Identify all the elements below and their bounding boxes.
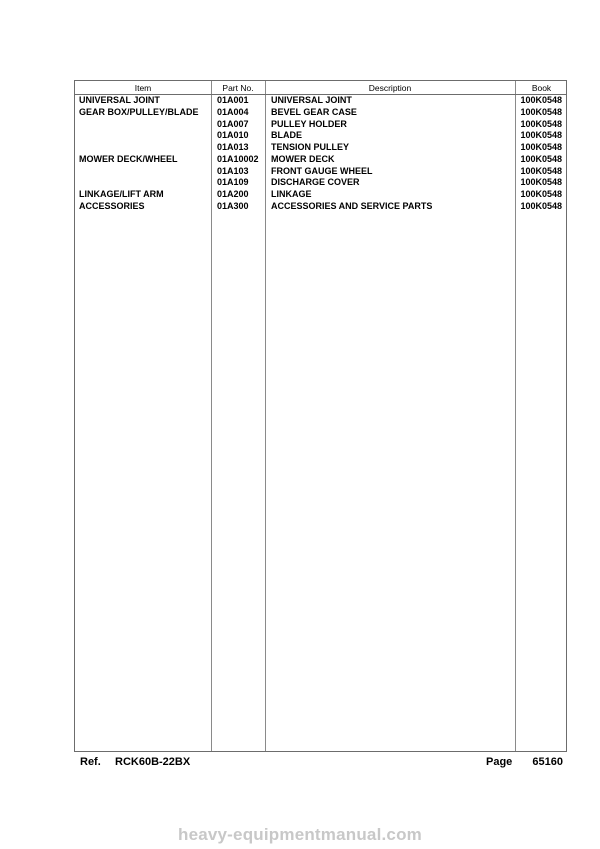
header-description: Description bbox=[368, 83, 412, 93]
description-cell: UNIVERSAL JOINT bbox=[271, 95, 352, 105]
book-cell: 100K0548 bbox=[520, 200, 562, 211]
page-footer bbox=[74, 754, 567, 770]
part-no-cell: 01A103 bbox=[217, 165, 249, 176]
description-cell: PULLEY HOLDER bbox=[271, 118, 347, 129]
table-row bbox=[75, 130, 566, 142]
book-cell: 100K0548 bbox=[520, 130, 562, 141]
part-no-cell: 01A007 bbox=[217, 118, 249, 129]
watermark: heavy-equipmentmanual.com bbox=[177, 825, 422, 844]
description-cell: ACCESSORIES AND SERVICE PARTS bbox=[271, 200, 433, 211]
page-label: Page bbox=[486, 756, 513, 768]
description-cell: TENSION PULLEY bbox=[271, 142, 350, 152]
item-cell: MOWER DECK/WHEEL bbox=[79, 153, 178, 164]
description-cell: FRONT GAUGE WHEEL bbox=[271, 165, 373, 176]
part-no-cell: 01A10002 bbox=[217, 153, 259, 164]
table-row bbox=[75, 107, 566, 119]
book-cell: 100K0548 bbox=[520, 106, 562, 117]
book-cell: 100K0548 bbox=[520, 142, 562, 152]
table-row bbox=[75, 166, 566, 178]
table-row bbox=[75, 154, 566, 166]
book-cell: 100K0548 bbox=[520, 177, 562, 188]
book-cell: 100K0548 bbox=[520, 153, 562, 164]
description-cell: DISCHARGE COVER bbox=[271, 177, 360, 188]
header-part-no: Part No. bbox=[222, 83, 254, 93]
table-row bbox=[75, 177, 566, 189]
item-cell: ACCESSORIES bbox=[79, 200, 145, 211]
item-cell: UNIVERSAL JOINT bbox=[79, 95, 160, 105]
table-body bbox=[75, 95, 566, 213]
description-cell: BLADE bbox=[271, 130, 302, 141]
part-no-cell: 01A004 bbox=[217, 106, 249, 117]
part-no-cell: 01A109 bbox=[217, 177, 249, 188]
table-row bbox=[75, 201, 566, 213]
table-row bbox=[75, 189, 566, 201]
header-item: Item bbox=[134, 83, 152, 93]
book-cell: 100K0548 bbox=[520, 189, 562, 199]
part-no-cell: 01A010 bbox=[217, 130, 249, 141]
description-cell: MOWER DECK bbox=[271, 153, 335, 164]
book-cell: 100K0548 bbox=[520, 165, 562, 176]
ref-label: Ref. bbox=[80, 756, 101, 768]
part-no-cell: 01A001 bbox=[217, 95, 249, 105]
ref-value: RCK60B-22BX bbox=[115, 756, 191, 768]
item-cell: LINKAGE/LIFT ARM bbox=[79, 189, 164, 199]
description-cell: BEVEL GEAR CASE bbox=[271, 106, 357, 117]
parts-index-table bbox=[74, 80, 567, 752]
page-number: 65160 bbox=[532, 756, 563, 768]
part-no-cell: 01A300 bbox=[217, 200, 249, 211]
table-row bbox=[75, 142, 566, 154]
description-cell: LINKAGE bbox=[271, 189, 312, 199]
item-cell: GEAR BOX/PULLEY/BLADE bbox=[79, 106, 199, 117]
book-cell: 100K0548 bbox=[520, 118, 562, 129]
part-no-cell: 01A200 bbox=[217, 189, 249, 199]
header-book: Book bbox=[531, 83, 552, 93]
table-row bbox=[75, 119, 566, 131]
table-row bbox=[75, 95, 566, 107]
part-no-cell: 01A013 bbox=[217, 142, 249, 152]
book-cell: 100K0548 bbox=[520, 95, 562, 105]
